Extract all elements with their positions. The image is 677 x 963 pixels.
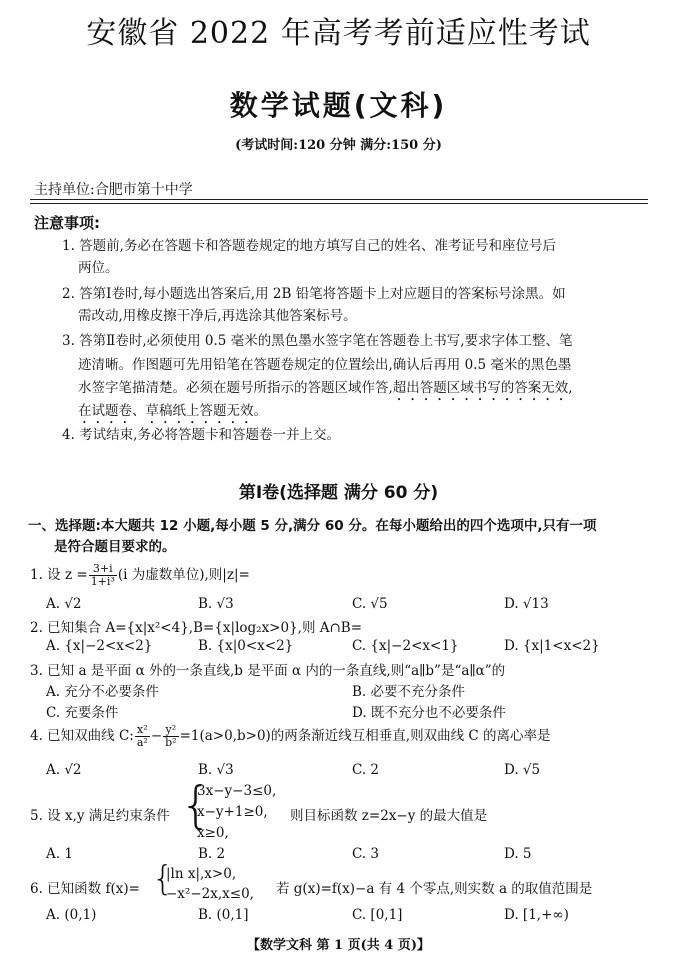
question-1 [30, 563, 250, 588]
question-4 [30, 724, 551, 749]
note-text: 水签字笔描清楚。必须在题号所指示的答题区域作答, [78, 380, 393, 396]
option-d: D. {x|1<x<2} [504, 638, 600, 654]
question-text: 4. 已知双曲线 C: [30, 728, 134, 744]
constraint: 3x−y−3≤0, [197, 783, 277, 799]
question-3: 3. 已知 a 是平面 α 外的一条直线,b 是平面 α 内的一条直线,则“a∥b”是“a∥α”的 [30, 663, 506, 679]
option-c: C. √5 [352, 596, 388, 612]
note-line: 需改动,用橡皮擦干净后,再选涂其他答案标号。 [78, 308, 357, 324]
page-footer: 【数学文科 第 1 页(共 4 页)】 [246, 938, 431, 953]
fraction-numerator: 3+i [89, 563, 117, 576]
option-b: B. 必要不充分条件 [352, 684, 466, 700]
option-a: A. √2 [46, 762, 82, 778]
option-b: B. (0,1] [198, 907, 249, 923]
option-c: C. {x|−2<x<1} [352, 638, 459, 654]
minus-sign: − [150, 728, 163, 744]
exam-title: 安徽省 2022 年高考考前适应性考试 [86, 16, 591, 51]
option-d: D. √5 [504, 762, 541, 778]
note-line: 2. 答第Ⅰ卷时,每小题选出答案后,用 2B 铅笔将答题卡上对应题目的答案标号涂黑。如 [62, 286, 566, 302]
question-5-prefix: 5. 设 x,y 满足约束条件 [30, 808, 170, 824]
emphasized-note-text: 超出答题区域书写的答案无效, [392, 380, 573, 396]
constraint: x≥0, [197, 825, 229, 841]
option-c: C. 充要条件 [46, 705, 119, 721]
option-a: A. 充分不必要条件 [46, 684, 159, 700]
question-text: (i 为虚数单位),则|z|= [117, 567, 250, 583]
note-line: 两位。 [78, 260, 119, 276]
host-unit: 主持单位:合肥市第十中学 [34, 182, 193, 198]
note-line: 4. 考试结束,务必将答题卡和答题卷一并上交。 [62, 427, 340, 443]
constraint: x−y+1≥0, [197, 804, 268, 820]
option-b: B. {x|0<x<2} [198, 638, 294, 654]
question-text: =1(a>0,b>0)的两条渐近线互相垂直,则双曲线 C 的离心率是 [179, 728, 551, 744]
fraction [163, 724, 178, 749]
fraction-numerator: x² [135, 724, 150, 737]
emphasized-note-text: 在试题卷、草稿纸上答题无效。 [78, 403, 267, 419]
fraction-numerator: y² [163, 724, 178, 737]
part-title: 第Ⅰ卷(选择题 满分 60 分) [238, 483, 439, 503]
piecewise-case: |ln x|,x>0, [166, 866, 237, 882]
subject-title: 数学试题(文科) [229, 89, 448, 122]
option-d: D. [1,+∞) [504, 907, 569, 923]
question-5-suffix: 则目标函数 z=2x−y 的最大值是 [290, 808, 488, 824]
note-line: 3. 答第Ⅱ卷时,必须使用 0.5 毫米的黑色墨水签字笔在答题卷上书写,要求字体工整、笔 [62, 333, 573, 349]
option-a: A. {x|−2<x<2} [46, 638, 153, 654]
question-2: 2. 已知集合 A={x|x²<4},B={x|log₂x>0},则 A∩B= [30, 620, 363, 636]
option-a: A. (0,1) [46, 907, 97, 923]
exam-time-info: (考试时间:120 分钟 满分:150 分) [235, 138, 442, 153]
left-brace-icon: { [152, 859, 174, 899]
fraction [89, 563, 117, 588]
left-brace-icon: { [180, 776, 212, 834]
option-c: C. [0,1] [352, 907, 403, 923]
option-b: B. 2 [198, 846, 226, 862]
option-d: D. √13 [504, 596, 549, 612]
option-b: B. √3 [198, 762, 234, 778]
section-instructions: 一、选择题:本大题共 12 小题,每小题 5 分,满分 60 分。在每小题给出的四个选项中,只有一项 [28, 518, 597, 534]
option-a: A. 1 [46, 846, 73, 862]
fraction-denominator: b² [165, 736, 177, 749]
question-text: 1. 设 z = [30, 567, 88, 583]
divider-line [30, 199, 648, 200]
option-b: B. √3 [198, 596, 234, 612]
option-c: C. 3 [352, 846, 380, 862]
note-line: 1. 答题前,务必在答题卡和答题卷规定的地方填写自己的姓名、准考证号和座位号后 [62, 238, 556, 254]
option-d: D. 既不充分也不必要条件 [352, 705, 506, 721]
question-6-suffix: 若 g(x)=f(x)−a 有 4 个零点,则实数 a 的取值范围是 [276, 881, 593, 897]
fraction-denominator: a² [136, 736, 148, 749]
option-a: A. √2 [46, 596, 82, 612]
option-d: D. 5 [504, 846, 532, 862]
divider-line [30, 203, 648, 204]
fraction [135, 724, 150, 749]
note-line: 迹清晰。作图题可先用铅笔在答题卷规定的位置绘出,确认后再用 0.5 毫米的黑色墨 [78, 357, 572, 373]
fraction-denominator: 1+i³ [90, 575, 115, 588]
piecewise-case: −x²−2x,x≤0, [166, 886, 254, 902]
section-instructions: 是符合题目要求的。 [54, 539, 176, 555]
notes-title: 注意事项: [34, 214, 100, 232]
option-c: C. 2 [352, 762, 380, 778]
question-6-prefix: 6. 已知函数 f(x)= [30, 881, 140, 897]
